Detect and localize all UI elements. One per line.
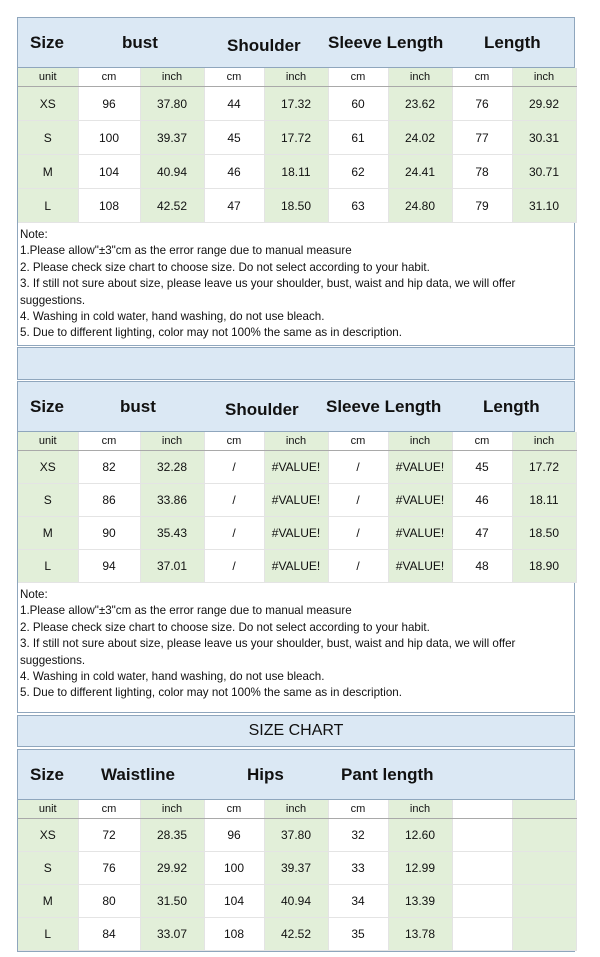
- cell: 24.02: [388, 121, 452, 155]
- cell: 18.50: [512, 517, 576, 550]
- table-row: [18, 517, 576, 550]
- cell: cm: [78, 800, 140, 819]
- cell: 60: [328, 87, 388, 121]
- cell: 33.86: [140, 484, 204, 517]
- cell: [512, 852, 576, 885]
- size-table-1: [17, 17, 575, 346]
- cell: 62: [328, 155, 388, 189]
- table-2-header: [18, 382, 574, 432]
- note-line: 5. Due to different lighting, color may not 100% the same as in description.: [20, 686, 402, 700]
- cell: 32.28: [140, 451, 204, 484]
- cell: 40.94: [140, 155, 204, 189]
- table-row: [18, 189, 576, 223]
- cell: S: [18, 121, 78, 155]
- cell: cm: [204, 800, 264, 819]
- cell: 42.52: [264, 918, 328, 951]
- cell: 39.37: [140, 121, 204, 155]
- cell: 42.52: [140, 189, 204, 223]
- cell: 33.07: [140, 918, 204, 951]
- table-row: [18, 87, 576, 121]
- cell: 34: [328, 885, 388, 918]
- cell: M: [18, 885, 78, 918]
- cell: inch: [140, 68, 204, 87]
- units-row: [18, 800, 576, 819]
- cell: /: [204, 484, 264, 517]
- cell: 29.92: [512, 87, 576, 121]
- cell: 48: [452, 550, 512, 583]
- header-bust: bust: [122, 32, 158, 52]
- cell: 45: [452, 451, 512, 484]
- cell: 18.90: [512, 550, 576, 583]
- note-line: 3. If still not sure about size, please leave us your shoulder, bust, waist and hip data, we will offer suggestions.: [20, 637, 516, 667]
- cell: 30.31: [512, 121, 576, 155]
- cell: inch: [512, 432, 576, 451]
- cell: cm: [452, 68, 512, 87]
- cell: inch: [512, 68, 576, 87]
- cell: 77: [452, 121, 512, 155]
- cell: /: [204, 550, 264, 583]
- cell: 47: [204, 189, 264, 223]
- cell: 94: [78, 550, 140, 583]
- cell: 37.01: [140, 550, 204, 583]
- cell: inch: [140, 432, 204, 451]
- table-row: [18, 852, 576, 885]
- cell: 32: [328, 819, 388, 852]
- cell: 84: [78, 918, 140, 951]
- cell: 37.80: [140, 87, 204, 121]
- cell: 79: [452, 189, 512, 223]
- header-length: Length: [484, 32, 541, 52]
- cell: XS: [18, 87, 78, 121]
- cell: 46: [452, 484, 512, 517]
- header-hips: Hips: [247, 764, 284, 784]
- cell: L: [18, 918, 78, 951]
- cell: 47: [452, 517, 512, 550]
- cell: 35.43: [140, 517, 204, 550]
- cell: M: [18, 517, 78, 550]
- cell: #VALUE!: [264, 550, 328, 583]
- notes-2: [18, 583, 574, 704]
- table-1-grid: [18, 68, 577, 223]
- cell: 61: [328, 121, 388, 155]
- cell: 29.92: [140, 852, 204, 885]
- cell: [452, 819, 512, 852]
- cell: 37.80: [264, 819, 328, 852]
- cell: 24.80: [388, 189, 452, 223]
- cell: unit: [18, 68, 78, 87]
- table-row: [18, 885, 576, 918]
- cell: cm: [78, 68, 140, 87]
- table-row: [18, 155, 576, 189]
- note-line: 4. Washing in cold water, hand washing, do not use bleach.: [20, 310, 325, 324]
- cell: 30.71: [512, 155, 576, 189]
- cell: 78: [452, 155, 512, 189]
- cell: 104: [78, 155, 140, 189]
- cell: L: [18, 550, 78, 583]
- table-2-grid: [18, 432, 577, 583]
- separator-strip: [17, 347, 575, 380]
- note-line: 2. Please check size chart to choose size. Do not select according to your habit.: [20, 620, 430, 634]
- cell: 46: [204, 155, 264, 189]
- cell: 17.32: [264, 87, 328, 121]
- cell: [452, 885, 512, 918]
- cell: 108: [78, 189, 140, 223]
- table-row: [18, 550, 576, 583]
- cell: L: [18, 189, 78, 223]
- notes-1: [18, 223, 574, 344]
- cell: 18.11: [264, 155, 328, 189]
- note-line: 1.Please allow"±3"cm as the error range due to manual measure: [20, 244, 352, 258]
- note-line: 4. Washing in cold water, hand washing, do not use bleach.: [20, 670, 325, 684]
- cell: inch: [388, 800, 452, 819]
- cell: 44: [204, 87, 264, 121]
- cell: 12.99: [388, 852, 452, 885]
- cell: XS: [18, 451, 78, 484]
- cell: cm: [328, 800, 388, 819]
- header-size: Size: [30, 396, 65, 416]
- table-3-header: [18, 750, 574, 800]
- cell: S: [18, 852, 78, 885]
- cell: inch: [388, 68, 452, 87]
- cell: 45: [204, 121, 264, 155]
- cell: 28.35: [140, 819, 204, 852]
- cell: 76: [78, 852, 140, 885]
- note-line: Note:: [20, 588, 48, 601]
- size-table-2: [17, 381, 575, 713]
- header-sleeve-length: Sleeve Length: [326, 396, 442, 416]
- cell: /: [328, 517, 388, 550]
- cell: #VALUE!: [388, 517, 452, 550]
- cell: /: [328, 484, 388, 517]
- header-size: Size: [30, 764, 65, 784]
- cell: cm: [328, 68, 388, 87]
- cell: [512, 885, 576, 918]
- cell: 86: [78, 484, 140, 517]
- cell: M: [18, 155, 78, 189]
- cell: inch: [264, 432, 328, 451]
- table-row: [18, 819, 576, 852]
- cell: 33: [328, 852, 388, 885]
- cell: [512, 918, 576, 951]
- cell: #VALUE!: [264, 451, 328, 484]
- cell: cm: [204, 68, 264, 87]
- table-row: [18, 918, 576, 951]
- cell: 72: [78, 819, 140, 852]
- cell: #VALUE!: [388, 550, 452, 583]
- cell: 40.94: [264, 885, 328, 918]
- cell: inch: [264, 68, 328, 87]
- cell: unit: [18, 800, 78, 819]
- header-pant-length: Pant length: [341, 764, 434, 784]
- cell: 18.11: [512, 484, 576, 517]
- cell: 39.37: [264, 852, 328, 885]
- table-row: [18, 451, 576, 484]
- cell: 82: [78, 451, 140, 484]
- cell: 23.62: [388, 87, 452, 121]
- header-bust: bust: [120, 396, 156, 416]
- cell: /: [328, 451, 388, 484]
- table-row: [18, 121, 576, 155]
- table-row: [18, 484, 576, 517]
- cell: cm: [328, 432, 388, 451]
- size-table-3: [17, 749, 575, 952]
- cell: [452, 852, 512, 885]
- header-sleeve-length: Sleeve Length: [328, 32, 444, 52]
- header-length: Length: [483, 396, 540, 416]
- cell: #VALUE!: [264, 484, 328, 517]
- note-line: 3. If still not sure about size, please leave us your shoulder, bust, waist and hip data, we will offer suggestions.: [20, 277, 516, 307]
- cell: XS: [18, 819, 78, 852]
- header-shoulder: Shoulder: [227, 36, 301, 55]
- cell: inch: [140, 800, 204, 819]
- size-chart-title: SIZE CHART: [17, 715, 575, 747]
- cell: 108: [204, 918, 264, 951]
- cell: 100: [78, 121, 140, 155]
- cell: 90: [78, 517, 140, 550]
- cell: 17.72: [264, 121, 328, 155]
- cell: unit: [18, 432, 78, 451]
- cell: cm: [204, 432, 264, 451]
- header-waistline: Waistline: [101, 764, 175, 784]
- cell: 12.60: [388, 819, 452, 852]
- cell: 100: [204, 852, 264, 885]
- units-row: [18, 68, 576, 87]
- cell: 31.10: [512, 189, 576, 223]
- note-line: 1.Please allow"±3"cm as the error range due to manual measure: [20, 604, 352, 618]
- cell: 24.41: [388, 155, 452, 189]
- note-line: 5. Due to different lighting, color may not 100% the same as in description.: [20, 326, 402, 340]
- cell: cm: [78, 432, 140, 451]
- cell: 31.50: [140, 885, 204, 918]
- cell: S: [18, 484, 78, 517]
- cell: 35: [328, 918, 388, 951]
- cell: 18.50: [264, 189, 328, 223]
- units-row: [18, 432, 576, 451]
- cell: #VALUE!: [264, 517, 328, 550]
- cell: 17.72: [512, 451, 576, 484]
- cell: 63: [328, 189, 388, 223]
- cell: /: [204, 451, 264, 484]
- table-3-grid: [18, 800, 577, 951]
- cell: [452, 918, 512, 951]
- cell: 96: [204, 819, 264, 852]
- cell: cm: [452, 432, 512, 451]
- cell: inch: [388, 432, 452, 451]
- note-line: 2. Please check size chart to choose size. Do not select according to your habit.: [20, 260, 430, 274]
- cell: 76: [452, 87, 512, 121]
- cell: 13.78: [388, 918, 452, 951]
- header-size: Size: [30, 32, 65, 52]
- table-1-header: [18, 18, 574, 68]
- header-shoulder: Shoulder: [225, 400, 299, 419]
- cell: #VALUE!: [388, 484, 452, 517]
- cell: [512, 800, 576, 819]
- cell: 96: [78, 87, 140, 121]
- cell: /: [328, 550, 388, 583]
- cell: inch: [264, 800, 328, 819]
- cell: 104: [204, 885, 264, 918]
- cell: 13.39: [388, 885, 452, 918]
- cell: 80: [78, 885, 140, 918]
- cell: [512, 819, 576, 852]
- cell: #VALUE!: [388, 451, 452, 484]
- cell: [452, 800, 512, 819]
- note-line: Note:: [20, 228, 48, 241]
- cell: /: [204, 517, 264, 550]
